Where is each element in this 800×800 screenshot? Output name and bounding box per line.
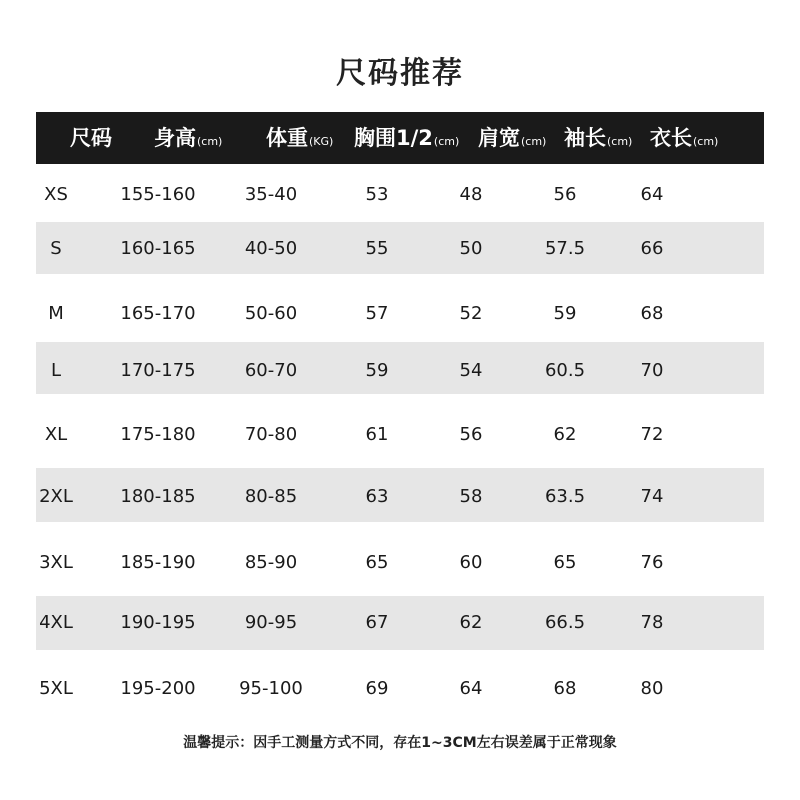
cell-weight: 40-50 [244,238,298,259]
cell-shoulder: 64 [459,678,483,699]
cell-weight: 80-85 [244,486,298,507]
cell-length: 70 [640,360,664,381]
cell-length: 66 [640,238,664,259]
cell-sleeve: 63.5 [544,486,586,507]
cell-length: 78 [640,612,664,633]
table-row [36,342,764,394]
cell-sleeve: 60.5 [544,360,586,381]
table-row [36,222,764,274]
header-length [650,112,718,164]
cell-sleeve: 65 [553,552,577,573]
header-label: 体重 [266,126,308,150]
cell-chest: 57 [365,303,389,324]
table-row [36,530,764,596]
header-weight [266,112,333,164]
cell-height: 165-170 [120,303,196,324]
table-row [36,402,764,468]
cell-weight: 50-60 [244,303,298,324]
cell-weight: 35-40 [244,184,298,205]
cell-shoulder: 48 [459,184,483,205]
header-size [70,112,112,164]
header-shoulder [478,112,546,164]
header-height [154,112,222,164]
cell-chest: 69 [365,678,389,699]
cell-shoulder: 52 [459,303,483,324]
cell-shoulder: 62 [459,612,483,633]
cell-weight: 85-90 [244,552,298,573]
header-label: 身高 [154,126,196,150]
cell-size: 4XL [39,612,73,633]
cell-height: 155-160 [120,184,196,205]
cell-length: 80 [640,678,664,699]
cell-height: 160-165 [120,238,196,259]
cell-chest: 65 [365,552,389,573]
header-unit: (cm) [433,135,460,148]
header-label: 胸围1/2 [354,126,433,150]
cell-height: 180-185 [120,486,196,507]
cell-weight: 95-100 [239,678,303,699]
cell-size: S [50,238,62,259]
table-header [36,112,764,164]
cell-chest: 53 [365,184,389,205]
cell-weight: 60-70 [244,360,298,381]
cell-sleeve: 68 [553,678,577,699]
cell-sleeve: 62 [553,424,577,445]
header-unit: (cm) [693,135,719,148]
table-row [36,283,764,342]
header-unit: (cm) [197,135,223,148]
header-sleeve [564,112,632,164]
cell-chest: 61 [365,424,389,445]
cell-length: 64 [640,184,664,205]
header-label: 袖长 [564,126,606,150]
cell-size: 5XL [39,678,73,699]
cell-sleeve: 59 [553,303,577,324]
header-unit: (KG) [309,135,334,148]
cell-weight: 90-95 [244,612,298,633]
cell-size: L [50,360,62,381]
cell-height: 195-200 [120,678,196,699]
cell-chest: 63 [365,486,389,507]
cell-sleeve: 66.5 [544,612,586,633]
cell-length: 68 [640,303,664,324]
cell-length: 74 [640,486,664,507]
cell-shoulder: 60 [459,552,483,573]
cell-chest: 55 [365,238,389,259]
cell-height: 170-175 [120,360,196,381]
cell-size: XS [44,184,68,205]
table-row [36,468,764,522]
cell-size: 3XL [39,552,73,573]
measurement-note: 温馨提示：因手工测量方式不同，存在1~3CM左右误差属于正常现象 [183,735,617,751]
header-unit: (cm) [607,135,633,148]
header-label: 肩宽 [478,126,520,150]
page-title: 尺码推荐 [336,56,464,91]
cell-height: 185-190 [120,552,196,573]
cell-size: 2XL [39,486,73,507]
table-row [36,596,764,650]
cell-height: 190-195 [120,612,196,633]
header-label: 尺码 [70,126,112,150]
header-unit: (cm) [521,135,547,148]
header-chest [354,112,459,164]
cell-height: 175-180 [120,424,196,445]
cell-size: XL [44,424,68,445]
cell-weight: 70-80 [244,424,298,445]
table-row [36,652,764,724]
cell-shoulder: 50 [459,238,483,259]
cell-length: 72 [640,424,664,445]
table-row [36,164,764,222]
cell-sleeve: 57.5 [544,238,586,259]
header-label: 衣长 [650,126,692,150]
cell-shoulder: 54 [459,360,483,381]
cell-size: M [48,303,64,324]
cell-length: 76 [640,552,664,573]
cell-chest: 67 [365,612,389,633]
cell-sleeve: 56 [553,184,577,205]
cell-chest: 59 [365,360,389,381]
cell-shoulder: 58 [459,486,483,507]
cell-shoulder: 56 [459,424,483,445]
